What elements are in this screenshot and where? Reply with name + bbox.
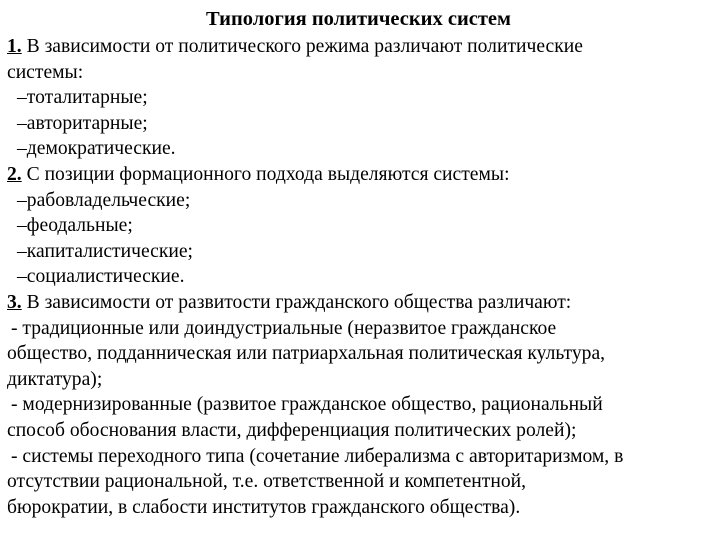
section-3 (7, 290, 710, 520)
section-3-item-modernized (7, 392, 710, 443)
list-item: –социалистические. (17, 266, 185, 288)
list-item-line: диктатура); (7, 368, 103, 390)
list-item: –рабовладельческие; (17, 189, 191, 211)
section-1 (7, 34, 710, 162)
list-item: –капиталистические; (17, 240, 193, 262)
slide-title: Типология политических систем (206, 8, 511, 30)
section-1-heading-cont: системы: (7, 61, 84, 83)
list-item: –тоталитарные; (17, 87, 148, 109)
section-3-item-traditional (7, 316, 710, 393)
section-1-number: 1. (7, 36, 22, 57)
section-3-heading (7, 290, 710, 316)
slide-body (7, 34, 710, 520)
section-3-item-transitional (7, 444, 710, 521)
list-item-line: - системы переходного типа (сочетание либерализма с авторитаризмом, в (11, 445, 624, 467)
section-1-heading-text: В зависимости от политического режима различают политические (21, 36, 583, 57)
section-2-heading (7, 162, 710, 188)
section-2-heading-text: С позиции формационного подхода выделяются системы: (21, 163, 510, 185)
list-item-line: способ обоснования власти, дифференциация политических ролей); (7, 419, 577, 441)
list-item-line: - модернизированные (развитое гражданское общество, рациональный (11, 394, 603, 416)
list-item: –авторитарные; (17, 112, 148, 134)
list-item: –демократические. (17, 138, 176, 160)
list-item: –феодальные; (17, 215, 133, 237)
section-3-number: 3. (7, 291, 22, 313)
section-1-heading (7, 34, 710, 60)
section-2-number: 2. (7, 163, 22, 185)
list-item-line: бюрократии, в слабости институтов гражданского общества). (7, 496, 521, 518)
list-item-line: - традиционные или доиндустриальные (неразвитое гражданское (11, 317, 557, 339)
section-2 (7, 162, 710, 290)
list-item-line: общество, подданническая или патриархальная политическая культура, (7, 343, 606, 365)
section-3-heading-text: В зависимости от развитости гражданского общества различают: (21, 291, 572, 313)
list-item-line: отсутствии рациональной, т.е. ответственной и компетентной, (7, 471, 527, 493)
